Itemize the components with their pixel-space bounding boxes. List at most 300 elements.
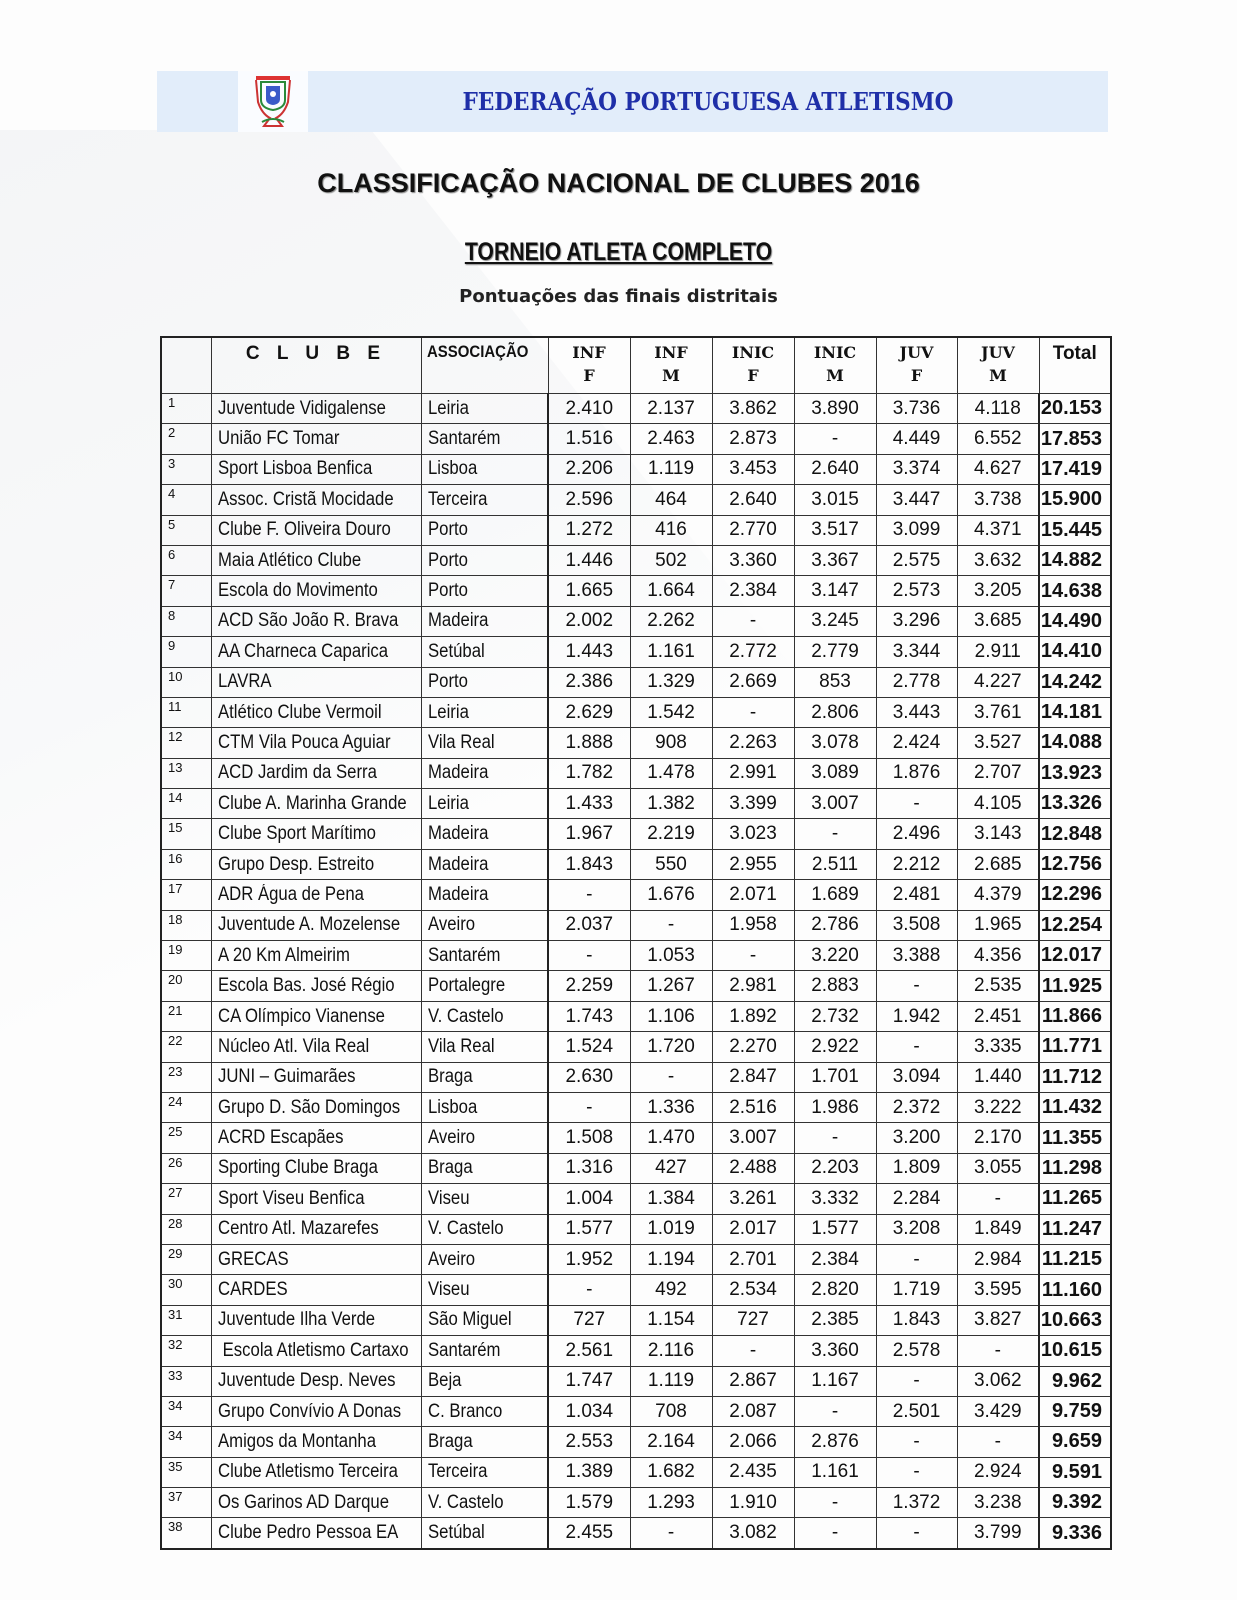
rank-cell [161, 1518, 211, 1549]
rank-text: 20 [168, 972, 183, 988]
total-cell [1039, 1153, 1111, 1183]
inf-f-cell [548, 849, 630, 879]
inic-f-cell [712, 515, 794, 545]
inic-f-text: 3.023 [729, 823, 777, 845]
table-row [161, 1123, 1111, 1153]
inf-f-text: 2.002 [565, 610, 614, 632]
inic-m-cell [794, 1518, 876, 1549]
club-name-text: CA Olímpico Vianense [217, 1005, 385, 1027]
inic-m-text: 3.332 [811, 1187, 859, 1209]
inf-f-text: 1.843 [565, 853, 614, 875]
inic-f-cell [712, 971, 794, 1001]
rank-text: 26 [168, 1154, 183, 1170]
juv-f-cell [876, 1092, 957, 1122]
inf-f-cell [548, 1032, 630, 1062]
inf-f-cell [548, 758, 630, 788]
rank-text: 35 [168, 1458, 183, 1474]
total-text: 9.659 [1051, 1430, 1102, 1453]
rank-text: 5 [168, 516, 176, 532]
header-rank [161, 337, 211, 394]
inf-m-text: 1.382 [647, 792, 695, 814]
inic-m-text: 3.367 [811, 549, 859, 571]
club-name-text: GRECAS [217, 1248, 289, 1270]
inic-m-cell [794, 1214, 876, 1244]
juv-m-cell [957, 758, 1039, 788]
club-name-text: Grupo Desp. Estreito [217, 853, 374, 875]
total-cell [1039, 1396, 1111, 1426]
header-associacao-label: ASSOCIAÇÃO [426, 342, 529, 361]
header-juv-m [957, 337, 1039, 394]
juv-m-text: 3.062 [973, 1370, 1022, 1392]
total-text: 11.298 [1041, 1156, 1102, 1179]
inic-f-cell [712, 1488, 794, 1518]
inic-f-text: 3.399 [729, 792, 777, 814]
inic-m-text: - [831, 428, 839, 450]
club-name-cell [211, 1153, 421, 1183]
inf-m-text: 1.720 [647, 1035, 695, 1057]
juv-m-cell [957, 394, 1039, 424]
inic-f-cell [712, 728, 794, 758]
total-cell [1039, 758, 1111, 788]
juv-f-cell [876, 1336, 957, 1366]
inic-f-cell [712, 1518, 794, 1549]
total-text: 17.853 [1040, 427, 1102, 450]
inic-m-cell [794, 1305, 876, 1335]
juv-m-text: 2.170 [973, 1127, 1022, 1149]
inf-f-cell [548, 819, 630, 849]
inf-f-cell [548, 667, 630, 697]
inic-m-cell [794, 697, 876, 727]
rank-cell [161, 637, 211, 667]
juv-m-text: 4.356 [973, 944, 1022, 966]
inf-m-cell [630, 454, 712, 484]
juv-f-cell [876, 576, 957, 606]
rank-text: 29 [168, 1245, 183, 1261]
table-row [161, 1092, 1111, 1122]
associacao-text: Braga [427, 1430, 473, 1452]
juv-m-cell [957, 971, 1039, 1001]
rank-text: 10 [168, 668, 183, 684]
juv-m-cell [957, 515, 1039, 545]
inf-m-text: 1.664 [647, 580, 695, 602]
inic-m-cell [794, 576, 876, 606]
juv-m-text: 4.105 [973, 792, 1022, 814]
associacao-cell [421, 667, 548, 697]
inic-f-text: 2.770 [729, 519, 777, 541]
associacao-cell [421, 1336, 548, 1366]
inic-f-cell [712, 1032, 794, 1062]
inic-m-text: 3.015 [811, 488, 859, 510]
rank-cell [161, 1184, 211, 1214]
total-cell [1039, 1244, 1111, 1274]
total-text: 14.242 [1040, 670, 1102, 693]
associacao-cell [421, 728, 548, 758]
rank-text: 28 [168, 1215, 183, 1231]
club-name-cell [211, 1457, 421, 1487]
juv-f-cell [876, 1214, 957, 1244]
rank-cell [161, 1244, 211, 1274]
juv-m-text: 2.924 [973, 1461, 1022, 1483]
juv-m-cell [957, 1457, 1039, 1487]
juv-m-cell [957, 1244, 1039, 1274]
juv-f-text: 1.942 [892, 1005, 941, 1027]
inf-m-text: 1.676 [647, 883, 695, 905]
inf-f-cell [548, 1366, 630, 1396]
associacao-cell [421, 758, 548, 788]
juv-f-cell [876, 819, 957, 849]
juv-m-text: 1.440 [973, 1066, 1022, 1088]
inf-f-cell [548, 728, 630, 758]
juv-f-text: 3.200 [892, 1127, 941, 1149]
inic-m-cell [794, 941, 876, 971]
inf-m-text: - [667, 1522, 675, 1544]
club-name-text: ADR Água de Pena [217, 883, 364, 905]
inic-f-text: - [749, 701, 757, 723]
inic-m-text: - [831, 1522, 839, 1544]
inf-m-text: 492 [655, 1279, 687, 1301]
associacao-text: Leiria [427, 701, 469, 723]
club-name-text: Juventude Vidigalense [217, 397, 386, 419]
inf-f-text: 1.316 [565, 1157, 614, 1179]
juv-m-text: 4.371 [973, 519, 1022, 541]
inic-f-text: 2.640 [729, 488, 777, 510]
club-name-text: Juventude Ilha Verde [217, 1309, 375, 1331]
juv-f-cell [876, 941, 957, 971]
header-inic-f [712, 337, 794, 394]
inic-f-text: 3.360 [729, 549, 777, 571]
club-name-text: Escola Bas. José Régio [217, 975, 395, 997]
club-name-cell [211, 1062, 421, 1092]
associacao-cell [421, 394, 548, 424]
inic-f-text: - [749, 944, 757, 966]
total-cell [1039, 1062, 1111, 1092]
juv-m-cell [957, 1153, 1039, 1183]
inf-f-cell [548, 1123, 630, 1153]
associacao-cell [421, 454, 548, 484]
juv-f-cell [876, 1305, 957, 1335]
inf-m-text: 1.161 [647, 640, 695, 662]
total-cell [1039, 1214, 1111, 1244]
juv-m-cell [957, 1001, 1039, 1031]
inic-m-text: 3.245 [811, 610, 859, 632]
inf-m-text: 1.682 [647, 1461, 695, 1483]
juv-f-cell [876, 697, 957, 727]
rank-cell [161, 1305, 211, 1335]
inic-f-cell [712, 1427, 794, 1457]
inf-m-cell [630, 606, 712, 636]
inf-f-text: 2.386 [565, 671, 614, 693]
table-row [161, 576, 1111, 606]
inic-f-cell [712, 941, 794, 971]
juv-m-text: 1.965 [973, 914, 1022, 936]
juv-m-cell [957, 485, 1039, 515]
associacao-text: V. Castelo [427, 1218, 504, 1240]
inic-m-cell [794, 758, 876, 788]
inf-f-cell [548, 576, 630, 606]
inic-m-cell [794, 394, 876, 424]
table-row [161, 849, 1111, 879]
inic-m-text: 3.890 [811, 397, 859, 419]
inic-m-cell [794, 1123, 876, 1153]
inf-f-cell [548, 1153, 630, 1183]
rank-cell [161, 545, 211, 575]
associacao-cell [421, 515, 548, 545]
inf-f-text: 2.629 [565, 701, 614, 723]
associacao-cell [421, 1153, 548, 1183]
rank-cell [161, 849, 211, 879]
club-name-cell [211, 1488, 421, 1518]
club-name-cell [211, 910, 421, 940]
club-name-text: ACD Jardim da Serra [217, 762, 377, 784]
juv-f-text: 3.388 [892, 944, 941, 966]
total-text: 14.410 [1040, 640, 1102, 663]
total-text: 12.756 [1040, 853, 1102, 876]
associacao-text: Santarém [427, 428, 500, 450]
total-text: 11.712 [1041, 1065, 1102, 1088]
club-name-cell [211, 941, 421, 971]
rank-cell [161, 819, 211, 849]
inic-f-text: 2.488 [729, 1157, 777, 1179]
juv-f-text: - [913, 1248, 920, 1270]
total-text: 15.900 [1040, 488, 1102, 511]
inf-m-text: - [667, 1066, 675, 1088]
juv-m-text: 3.143 [973, 823, 1022, 845]
inf-m-cell [630, 1001, 712, 1031]
associacao-cell [421, 1184, 548, 1214]
rank-text: 9 [168, 638, 176, 654]
inf-m-cell [630, 1092, 712, 1122]
inic-m-cell [794, 1153, 876, 1183]
inf-f-text: 1.433 [565, 792, 614, 814]
inf-m-cell [630, 1244, 712, 1274]
table-row [161, 1366, 1111, 1396]
total-cell [1039, 545, 1111, 575]
inf-m-text: 416 [655, 519, 687, 541]
inic-f-cell [712, 394, 794, 424]
inf-f-cell [548, 1184, 630, 1214]
juv-m-cell [957, 667, 1039, 697]
inf-m-cell [630, 1214, 712, 1244]
associacao-text: Porto [427, 671, 468, 693]
total-text: 9.392 [1051, 1491, 1102, 1514]
total-text: 20.153 [1040, 397, 1102, 420]
header-label-line: M [662, 366, 680, 385]
inic-m-text: 2.384 [811, 1248, 859, 1270]
inic-m-cell [794, 1032, 876, 1062]
table-row [161, 637, 1111, 667]
juv-m-text: 3.761 [973, 701, 1022, 723]
inic-f-text: 3.453 [729, 458, 777, 480]
inf-f-cell [548, 697, 630, 727]
header-label-line: F [910, 366, 923, 385]
page-caption: Pontuações das finais distritais [459, 286, 778, 307]
rank-cell [161, 606, 211, 636]
juv-f-cell [876, 971, 957, 1001]
juv-f-text: - [913, 792, 920, 814]
juv-m-text: 3.335 [973, 1035, 1022, 1057]
club-name-cell [211, 485, 421, 515]
inf-m-text: 1.384 [647, 1187, 695, 1209]
club-name-cell [211, 1032, 421, 1062]
rank-cell [161, 1396, 211, 1426]
inic-f-cell [712, 454, 794, 484]
table-row [161, 1427, 1111, 1457]
associacao-text: Vila Real [427, 1035, 495, 1057]
inic-m-text: 1.701 [811, 1066, 859, 1088]
club-name-text: Centro Atl. Mazarefes [217, 1218, 379, 1240]
juv-m-cell [957, 910, 1039, 940]
rank-text: 13 [168, 759, 183, 775]
inic-m-cell [794, 637, 876, 667]
juv-f-cell [876, 910, 957, 940]
inic-m-text: 1.689 [811, 883, 859, 905]
associacao-cell [421, 789, 548, 819]
inf-m-text: 2.164 [647, 1430, 695, 1452]
juv-m-text: - [994, 1187, 1001, 1209]
inf-m-text: 464 [655, 488, 687, 510]
table-row [161, 1062, 1111, 1092]
club-name-text: CTM Vila Pouca Aguiar [217, 731, 391, 753]
rank-text: 2 [168, 425, 176, 441]
inf-m-text: 1.267 [647, 975, 695, 997]
club-name-text: União FC Tomar [217, 428, 339, 450]
inf-f-text: 1.579 [565, 1491, 614, 1513]
inf-m-text: 1.329 [647, 671, 695, 693]
table-body [161, 394, 1111, 1549]
juv-m-cell [957, 849, 1039, 879]
associacao-cell [421, 545, 548, 575]
inic-m-cell [794, 606, 876, 636]
juv-m-text: - [994, 1339, 1001, 1361]
club-name-cell [211, 849, 421, 879]
associacao-text: São Miguel [427, 1309, 512, 1331]
inf-f-text: 2.596 [565, 488, 614, 510]
juv-m-text: 4.227 [973, 671, 1022, 693]
inic-m-cell [794, 424, 876, 454]
inic-f-cell [712, 1457, 794, 1487]
club-name-cell [211, 728, 421, 758]
rank-cell [161, 758, 211, 788]
table-header-row [161, 337, 1111, 394]
total-cell [1039, 1427, 1111, 1457]
rank-text: 34 [168, 1428, 183, 1444]
table-row [161, 485, 1111, 515]
inic-m-cell [794, 1336, 876, 1366]
rank-text: 32 [168, 1337, 183, 1353]
rank-text: 12 [168, 729, 183, 745]
inf-m-cell [630, 1457, 712, 1487]
juv-f-text: 1.372 [892, 1491, 941, 1513]
inic-f-cell [712, 545, 794, 575]
club-name-text: Clube Atletismo Terceira [217, 1461, 398, 1483]
inf-m-cell [630, 1366, 712, 1396]
juv-m-cell [957, 1336, 1039, 1366]
rank-text: 16 [168, 850, 183, 866]
rank-cell [161, 1488, 211, 1518]
inf-m-cell [630, 1488, 712, 1518]
inf-f-cell [548, 971, 630, 1001]
inic-f-text: 2.017 [729, 1218, 777, 1240]
inf-f-text: 1.743 [565, 1005, 614, 1027]
club-name-cell [211, 971, 421, 1001]
inic-f-text: 2.066 [729, 1430, 777, 1452]
rank-cell [161, 789, 211, 819]
header-total: Total [1039, 337, 1111, 394]
inf-m-text: 1.106 [647, 1005, 695, 1027]
associacao-text: Madeira [427, 610, 488, 632]
total-cell [1039, 910, 1111, 940]
header-label-line: M [826, 366, 844, 385]
inf-f-cell [548, 1427, 630, 1457]
inf-f-cell [548, 515, 630, 545]
inic-f-cell [712, 1275, 794, 1305]
inf-f-cell [548, 1092, 630, 1122]
associacao-cell [421, 576, 548, 606]
inic-m-text: 3.220 [811, 944, 859, 966]
inf-m-cell [630, 545, 712, 575]
total-text: 13.326 [1040, 792, 1102, 815]
total-text: 15.445 [1040, 518, 1102, 541]
inic-m-cell [794, 728, 876, 758]
inf-m-cell [630, 941, 712, 971]
inic-f-text: 2.669 [729, 671, 777, 693]
total-text: 9.759 [1051, 1400, 1102, 1423]
inic-m-text: 2.883 [811, 975, 859, 997]
inic-f-cell [712, 1123, 794, 1153]
inf-m-cell [630, 667, 712, 697]
total-text: 11.160 [1041, 1278, 1102, 1301]
inf-m-cell [630, 697, 712, 727]
juv-m-cell [957, 1092, 1039, 1122]
inic-f-text: 1.958 [729, 914, 777, 936]
total-cell [1039, 637, 1111, 667]
associacao-cell [421, 1214, 548, 1244]
total-cell [1039, 1123, 1111, 1153]
juv-f-text: 3.374 [892, 458, 941, 480]
juv-f-cell [876, 515, 957, 545]
table-row [161, 667, 1111, 697]
juv-f-cell [876, 1366, 957, 1396]
inf-m-text: 2.262 [647, 610, 695, 632]
inf-f-text: 1.782 [565, 762, 614, 784]
inic-m-cell [794, 1488, 876, 1518]
inic-m-text: 1.986 [811, 1096, 859, 1118]
inic-m-text: 2.779 [811, 640, 859, 662]
inf-f-cell [548, 1396, 630, 1426]
total-text: 9.336 [1051, 1521, 1102, 1544]
rank-cell [161, 424, 211, 454]
club-name-text: AA Charneca Caparica [217, 640, 388, 662]
club-name-cell [211, 637, 421, 667]
juv-f-cell [876, 1396, 957, 1426]
rank-text: 34 [168, 1397, 183, 1413]
inf-m-cell [630, 1062, 712, 1092]
juv-m-cell [957, 880, 1039, 910]
inic-f-text: 2.435 [729, 1461, 777, 1483]
inic-m-text: 2.786 [811, 914, 859, 936]
inf-m-text: - [667, 914, 675, 936]
total-cell [1039, 819, 1111, 849]
inic-m-text: 2.806 [811, 701, 859, 723]
table-row [161, 1214, 1111, 1244]
juv-f-cell [876, 637, 957, 667]
associacao-text: Lisboa [427, 458, 477, 480]
associacao-text: Aveiro [427, 914, 475, 936]
juv-f-cell [876, 789, 957, 819]
club-name-text: Sport Viseu Benfica [217, 1187, 365, 1209]
associacao-cell [421, 1244, 548, 1274]
inic-f-cell [712, 849, 794, 879]
